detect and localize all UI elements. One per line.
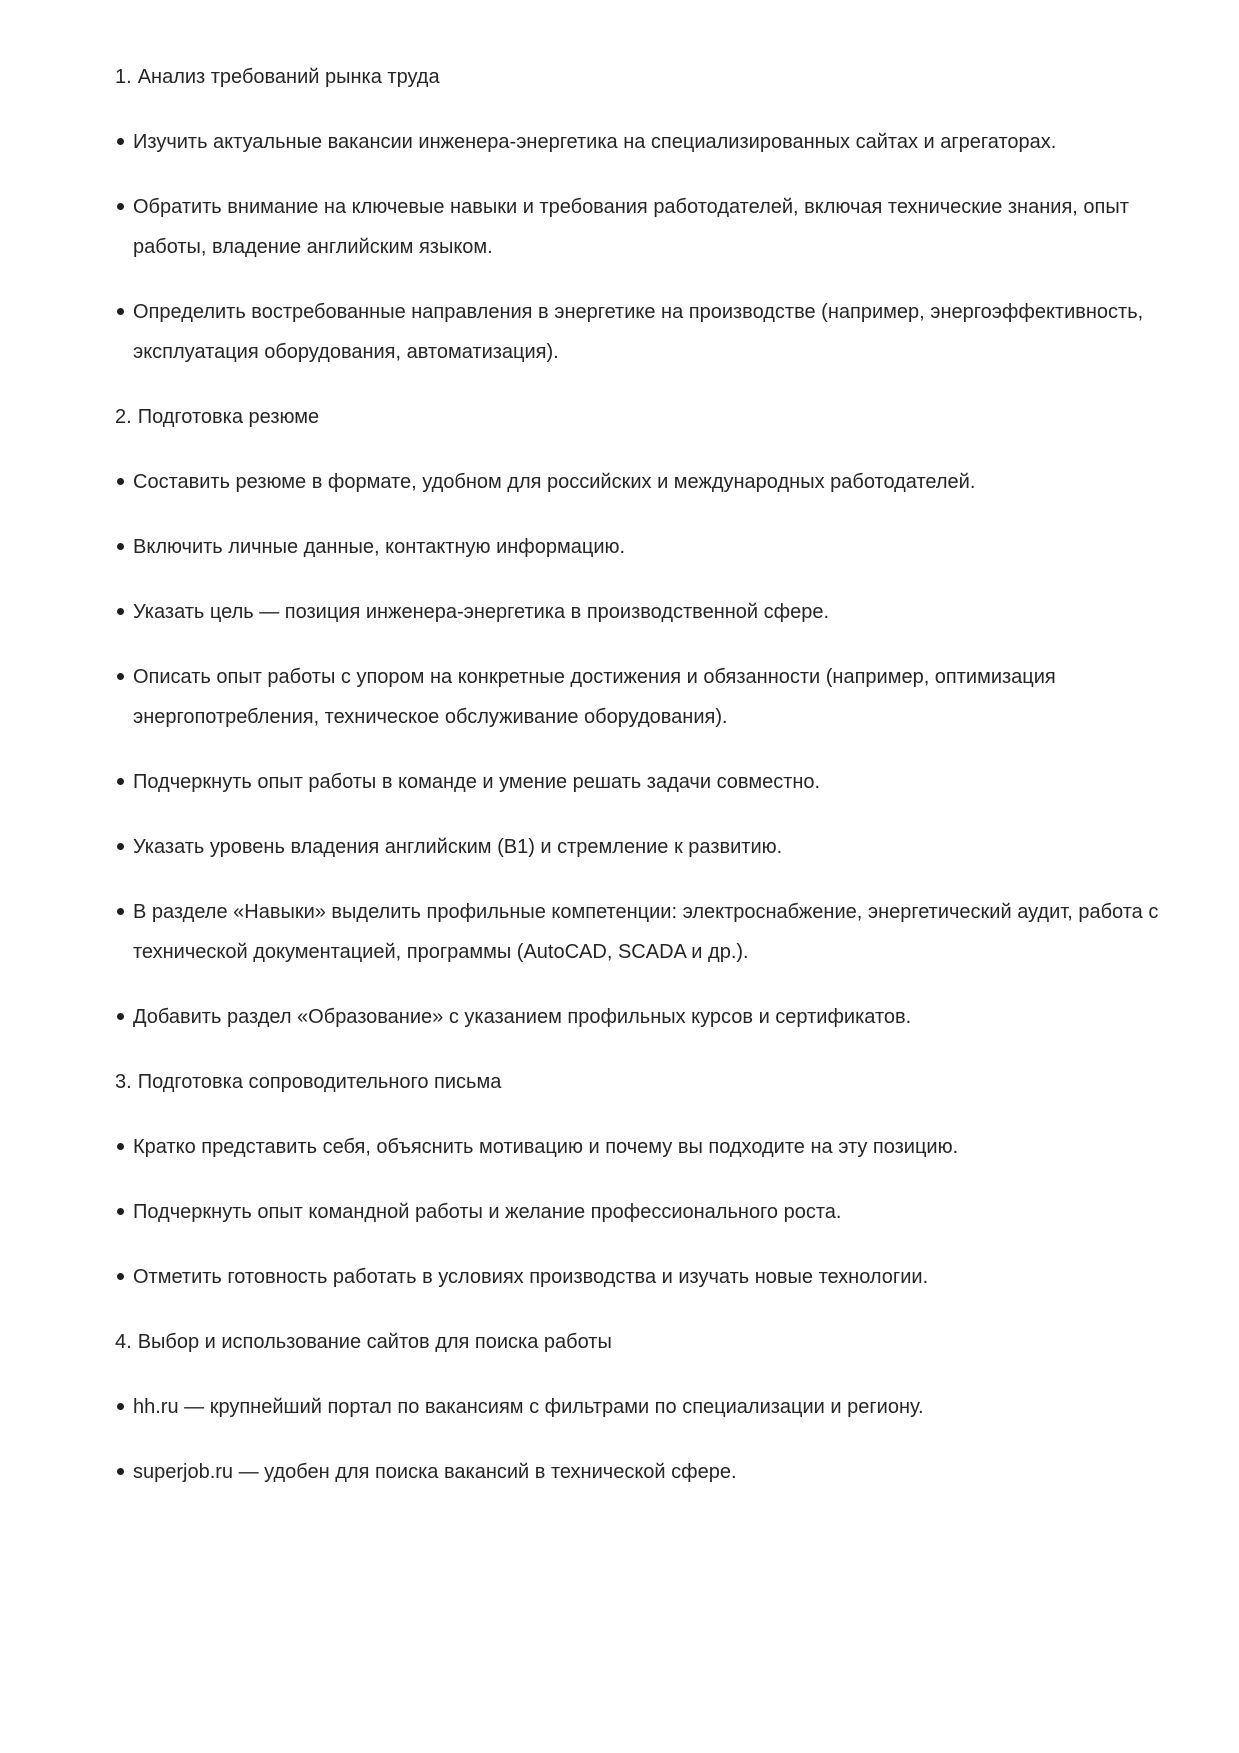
section-heading xyxy=(0,1062,1239,1102)
bullet-text: Обратить внимание на ключевые навыки и требования работодателей, включая технические знания, опыт работы, владение английским языком. xyxy=(133,196,1129,258)
bullet-text: Составить резюме в формате, удобном для российских и международных работодателей. xyxy=(133,471,976,493)
bullet-dot-icon xyxy=(117,778,124,785)
section-heading xyxy=(0,397,1239,437)
bullet-text: superjob.ru — удобен для поиска вакансий в технической сфере. xyxy=(133,1461,737,1483)
bullet-text: Определить востребованные направления в энергетике на производстве (например, энергоэффективность, эксплуатация оборудования, автоматизация). xyxy=(133,301,1144,363)
section-4 xyxy=(0,1322,1239,1492)
list-item xyxy=(133,1452,1163,1492)
section-title: Анализ требований рынка труда xyxy=(137,66,440,88)
bullet-list xyxy=(0,1387,1239,1492)
bullet-dot-icon xyxy=(117,308,124,315)
list-item xyxy=(133,462,1163,502)
bullet-dot-icon xyxy=(117,1013,124,1020)
bullet-dot-icon xyxy=(117,543,124,550)
section-1 xyxy=(0,57,1239,372)
list-item xyxy=(133,1387,1163,1427)
bullet-dot-icon xyxy=(117,1403,124,1410)
bullet-text: Подчеркнуть опыт работы в команде и умение решать задачи совместно. xyxy=(133,771,821,793)
bullet-text: Включить личные данные, контактную информацию. xyxy=(133,536,626,558)
section-number: 3. xyxy=(115,1071,132,1093)
section-number: 1. xyxy=(115,66,132,88)
bullet-dot-icon xyxy=(117,673,124,680)
list-item xyxy=(133,762,1163,802)
bullet-text: Указать цель — позиция инженера-энергетика в производственной сфере. xyxy=(133,601,830,623)
bullet-text: Указать уровень владения английским (B1) и стремление к развитию. xyxy=(133,836,783,858)
section-title: Выбор и использование сайтов для поиска работы xyxy=(137,1331,612,1353)
section-number: 2. xyxy=(115,406,132,428)
bullet-dot-icon xyxy=(117,1273,124,1280)
list-item xyxy=(133,892,1163,972)
section-3 xyxy=(0,1062,1239,1297)
list-item xyxy=(133,1127,1163,1167)
bullet-text: Изучить актуальные вакансии инженера-энергетика на специализированных сайтах и агрегаторах. xyxy=(133,131,1057,153)
bullet-list xyxy=(0,462,1239,1037)
list-item xyxy=(133,997,1163,1037)
bullet-text: Описать опыт работы с упором на конкретные достижения и обязанности (например, оптимизация энергопотребления, техническое обслуживание оборудования). xyxy=(133,666,1056,728)
bullet-text: Отметить готовность работать в условиях производства и изучать новые технологии. xyxy=(133,1266,929,1288)
section-title: Подготовка резюме xyxy=(137,406,320,428)
list-item xyxy=(133,1192,1163,1232)
bullet-list xyxy=(0,122,1239,372)
bullet-text: Кратко представить себя, объяснить мотивацию и почему вы подходите на эту позицию. xyxy=(133,1136,959,1158)
bullet-text: В разделе «Навыки» выделить профильные компетенции: электроснабжение, энергетический аудит, работа с технической документацией, программы (AutoCAD, SCADA и др.). xyxy=(133,901,1159,963)
bullet-dot-icon xyxy=(117,608,124,615)
list-item xyxy=(133,592,1163,632)
bullet-text: Добавить раздел «Образование» с указанием профильных курсов и сертификатов. xyxy=(133,1006,912,1028)
section-heading xyxy=(0,57,1239,97)
section-2 xyxy=(0,397,1239,1037)
list-item xyxy=(133,1257,1163,1297)
bullet-dot-icon xyxy=(117,1143,124,1150)
bullet-dot-icon xyxy=(117,843,124,850)
section-title: Подготовка сопроводительного письма xyxy=(137,1071,502,1093)
list-item xyxy=(133,187,1163,267)
bullet-dot-icon xyxy=(117,138,124,145)
list-item xyxy=(133,527,1163,567)
section-heading xyxy=(0,1322,1239,1362)
bullet-dot-icon xyxy=(117,478,124,485)
bullet-text: Подчеркнуть опыт командной работы и желание профессионального роста. xyxy=(133,1201,842,1223)
bullet-dot-icon xyxy=(117,1208,124,1215)
bullet-dot-icon xyxy=(117,908,124,915)
bullet-text: hh.ru — крупнейший портал по вакансиям с фильтрами по специализации и региону. xyxy=(133,1396,924,1418)
bullet-dot-icon xyxy=(117,203,124,210)
bullet-dot-icon xyxy=(117,1468,124,1475)
list-item xyxy=(133,657,1163,737)
bullet-list xyxy=(0,1127,1239,1297)
list-item xyxy=(133,827,1163,867)
list-item xyxy=(133,122,1163,162)
section-number: 4. xyxy=(115,1331,132,1353)
list-item xyxy=(133,292,1163,372)
